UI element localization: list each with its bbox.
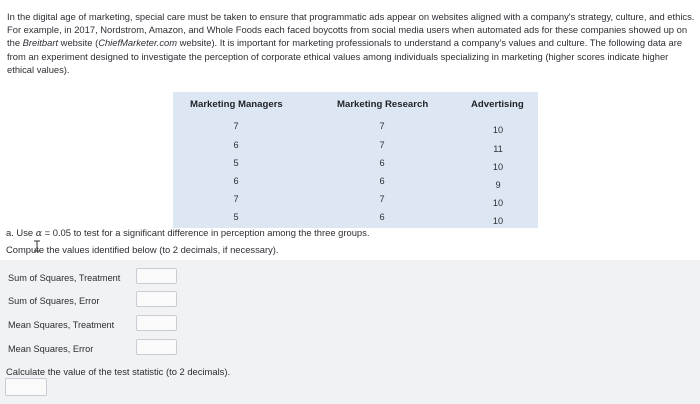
intro-text: In the digital age of marketing, special care must be taken to ensure that programmatic ads appear on websites aligned with a company's strategy, culture, and ethics. For example, in 2017, Nordstrom, Amazon, and Whole Foods each faced boycotts from social media users when automated ads for these companies showed up on the (7, 11, 695, 49)
problem-intro (7, 10, 695, 76)
alpha-symbol: α (35, 228, 43, 239)
table-cell: 9 (495, 180, 501, 190)
label-ss-error: Sum of Squares, Error (8, 296, 100, 306)
label-ms-treatment: Mean Squares, Treatment (8, 320, 115, 330)
table-cell: 10 (492, 198, 504, 208)
intro-text-3: website). It is important for marketing professionals to understand a company's values and culture. The following data are from an experiment designed to investigate the perception of corporate ethical values among individuals specializing in marketing (higher scores indicate higher ethical values). (7, 37, 683, 75)
table-cell: 6 (233, 140, 239, 150)
test-statistic-input[interactable] (5, 378, 47, 396)
column-header-research: Marketing Research (337, 99, 429, 110)
table-cell: 7 (379, 140, 385, 150)
intro-text-2: website ( (58, 37, 99, 49)
table-cell: 10 (492, 216, 504, 226)
table-cell: 7 (233, 121, 239, 131)
ss-treatment-input[interactable] (136, 268, 177, 284)
table-cell: 11 (493, 144, 503, 154)
table-cell: 7 (379, 121, 385, 131)
table-cell: 6 (379, 158, 385, 168)
table-cell: 6 (379, 176, 385, 186)
ms-treatment-input[interactable] (136, 315, 177, 331)
question-a (6, 227, 369, 239)
test-statistic-label: Calculate the value of the test statistic (to 2 decimals). (6, 366, 231, 377)
table-cell: 10 (492, 162, 504, 172)
table-cell: 6 (233, 176, 239, 186)
table-cell: 6 (379, 212, 385, 222)
label-ss-treatment: Sum of Squares, Treatment (8, 273, 121, 283)
intro-source: ChiefMarketer.com (98, 37, 178, 49)
text-cursor-icon (33, 240, 41, 252)
intro-site: Breitbart (22, 37, 59, 49)
ms-error-input[interactable] (136, 339, 177, 355)
question-a-text: = 0.05 to test for a significant difference in perception among the three groups. (42, 227, 370, 238)
column-header-advertising: Advertising (471, 99, 524, 110)
label-ms-error: Mean Squares, Error (8, 344, 94, 354)
table-cell: 10 (492, 125, 504, 135)
compute-instruction: Compute the values identified below (to 2 decimals, if necessary). (6, 244, 279, 255)
table-cell: 7 (233, 194, 239, 204)
column-header-managers: Marketing Managers (190, 99, 283, 110)
table-cell: 7 (379, 194, 385, 204)
question-a-prefix: a. Use (6, 227, 36, 238)
ss-error-input[interactable] (136, 291, 177, 307)
table-cell: 5 (233, 212, 239, 222)
table-cell: 5 (233, 158, 239, 168)
